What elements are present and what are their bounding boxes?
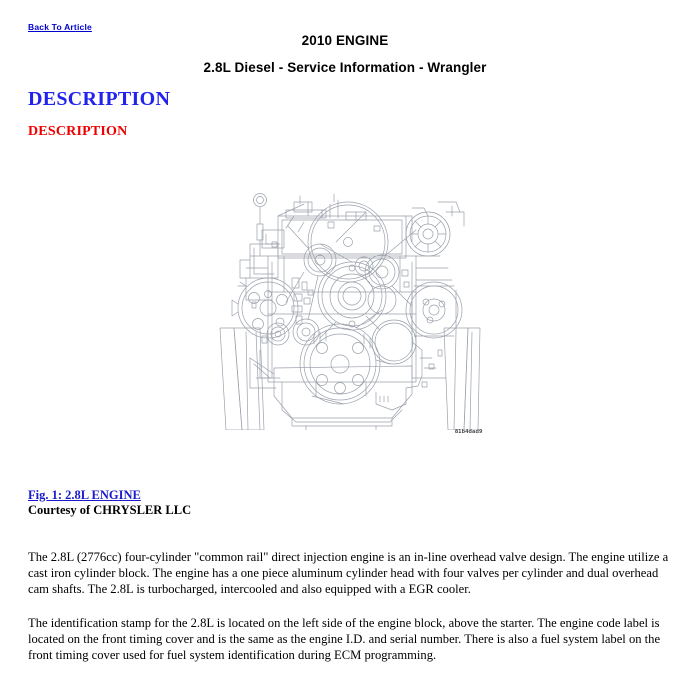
figure-courtesy-text: Courtesy of CHRYSLER LLC (28, 503, 192, 517)
engine-diagram-image (216, 182, 484, 430)
back-to-article-link[interactable]: Back To Article (28, 22, 92, 32)
page-title: 2010 ENGINE (301, 33, 389, 48)
figure-caption-link[interactable]: Fig. 1: 2.8L ENGINE (28, 488, 141, 502)
description-paragraph-2: The identification stamp for the 2.8L is located on the left side of the engine block, above the starter. The engine code label is located on the front timing cover and is the same as the engine I.D. and serial number. There is also a fuel system label on the front timing cover used for fuel system identification during ECM programming. (28, 615, 661, 663)
description-paragraph-1: The 2.8L (2776cc) four-cylinder "common rail" direct injection engine is an in-line overhead valve design. The engine utilize a cast iron cylinder block. The engine has a one piece aluminum cylinder head with four valves per cylinder and dual overhead cam shafts. The 2.8L is turbocharged, intercooled and also equipped with a EGR cooler. (28, 549, 669, 597)
page-subtitle: 2.8L Diesel - Service Information - Wrangler (203, 60, 487, 75)
image-watermark-id: 81b4dad9 (455, 429, 483, 435)
section-heading-primary: DESCRIPTION (28, 88, 171, 110)
section-heading-secondary: DESCRIPTION (28, 124, 128, 139)
figure-container (0, 160, 690, 450)
